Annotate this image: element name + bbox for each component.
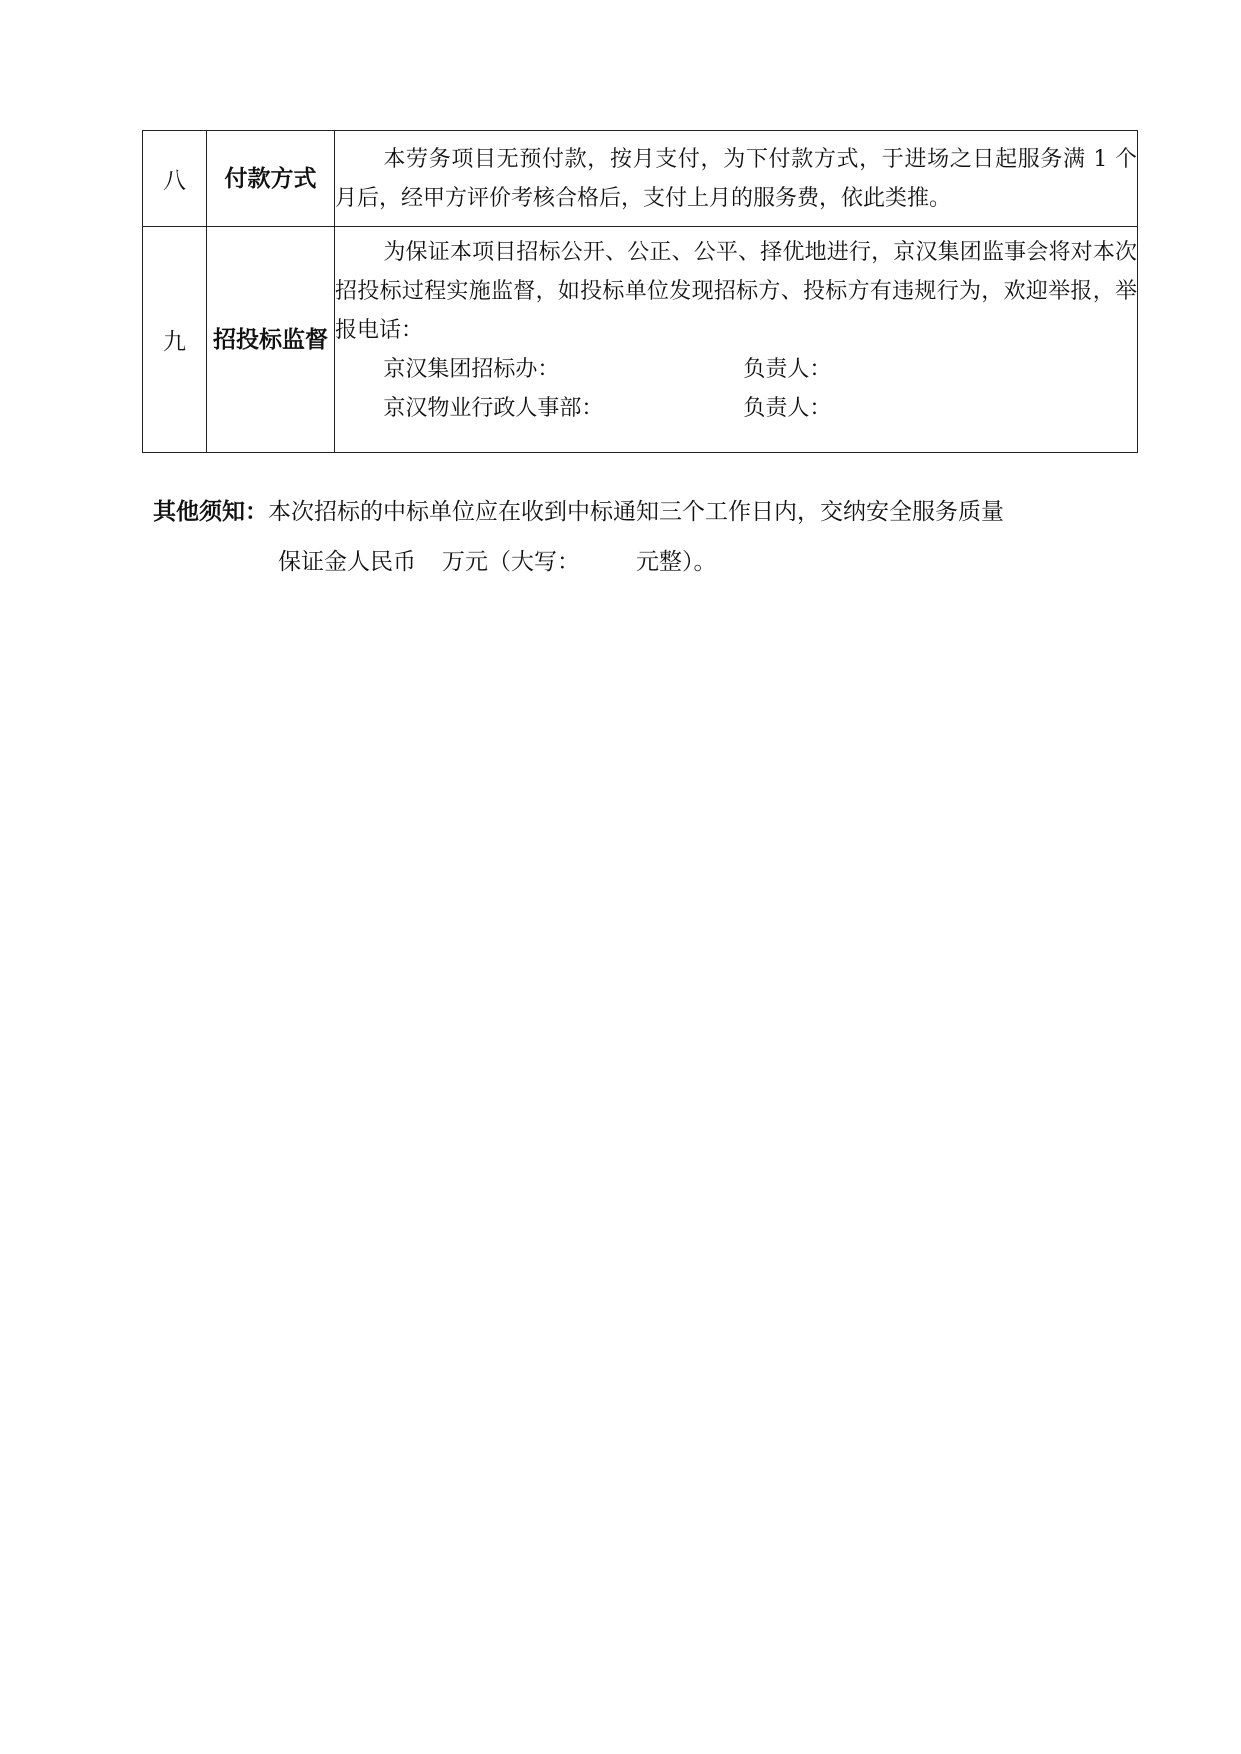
- notice-label: 其他须知：: [153, 499, 268, 525]
- contact-line: [335, 350, 1137, 389]
- table-row: [143, 131, 1138, 227]
- row-body: [335, 227, 1138, 453]
- terms-table: [142, 130, 1138, 453]
- notice-text: 本次招标的中标单位应在收到中标通知三个工作日内，交纳安全服务质量: [268, 499, 1004, 525]
- supervision-text: 为保证本项目招标公开、公正、公平、择优地进行，京汉集团监事会将对本次招投标过程实施监督，如投标单位发现招标方、投标方有违规行为，欢迎举报，举报电话：: [335, 240, 1137, 343]
- notice-line-2: [153, 537, 1113, 587]
- deposit-text: 保证金人民币: [278, 549, 416, 575]
- contact-person-label: 负责人：: [743, 396, 832, 421]
- table-row: [143, 227, 1138, 453]
- row-title: 付款方式: [207, 131, 335, 227]
- notice-line-1: [153, 487, 1113, 537]
- contact-line: [335, 389, 1137, 428]
- contact-org: 京汉集团招标办：: [383, 357, 560, 382]
- payment-terms-text: 本劳务项目无预付款，按月支付，为下付款方式，于进场之日起服务满 1 个月后，经甲方评价考核合格后，支付上月的服务费，依此类推。: [335, 146, 1137, 211]
- deposit-end-text: 元整）。: [636, 549, 717, 575]
- row-number: 九: [143, 227, 207, 453]
- other-notice: [153, 487, 1113, 587]
- contact-person-label: 负责人：: [743, 357, 832, 382]
- row-body: [335, 131, 1138, 227]
- deposit-unit-text: 万元（大写：: [442, 549, 580, 575]
- contact-org: 京汉物业行政人事部：: [383, 396, 604, 421]
- row-number: 八: [143, 131, 207, 227]
- row-title: 招投标监督: [207, 227, 335, 453]
